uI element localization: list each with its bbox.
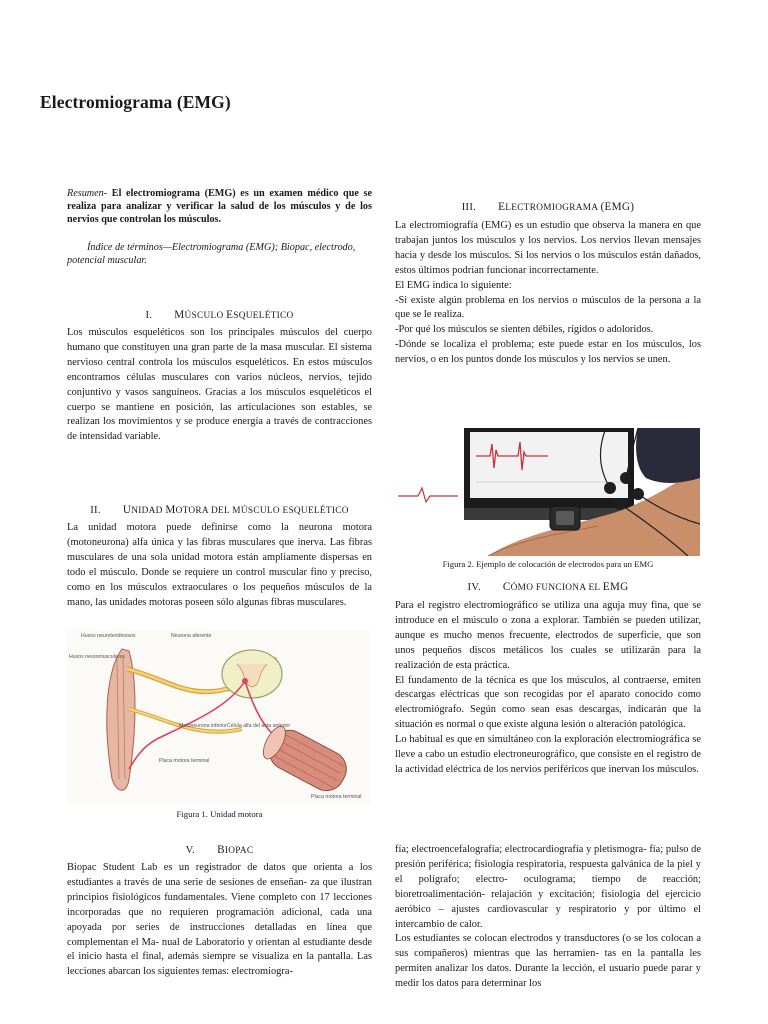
s5-cont-paragraph: fía; electroencefalografía; electrocardiografía y pletismogra- fía; pulso de presión periférica; fisiología respiratoria, respuesta galvánica de la piel y el polígrafo; electro- oculograma; tiempo de reacción; bioretroalimentación- relajación y excitación; fisiología del ejercicio aeróbico – ajustes cardiovascular y respiratorio y por último el intercambio de calor. <box>395 844 701 930</box>
s3-paragraph: -Por qué los músculos se sienten débiles, rígidos o adoloridos. <box>395 324 654 336</box>
s4-paragraph: El fundamento de la técnica es que los músculos, al contraerse, emiten descargas eléctricas que son recogidas por el aparato conocido como electromiógrafo. Según como sean esas descargas, indicarán que la situación es normal o que existe alguna lesión o alteración patológica. <box>395 674 701 731</box>
s4-paragraph: Para el registro electromiográfico se utiliza una aguja muy fina, que se introduce en el músculo o zona a explorar. También se pueden utilizar, aunque es mucho menos frecuente, electrodos de superficie, que son unos pequeños discos metálicos los cuales se utilizarán para la realización de esta práctica. <box>395 600 701 671</box>
section-body-1: Los músculos esqueléticos son los principales músculos del cuerpo humano que constituyen una gran parte de la masa muscular. El sistema nervioso central controla los músculos esqueléticos. En estos músculos encontramos células musculares con varios núcleos, nervios, tejido conjuntivo y vasos sanguíneos. Gracias a los músculos esqueléticos el cuerpo se mantiene en posición, las articulaciones son estables, se realizan los movimientos y se produce energía a través de contracciones de intensidad variable. <box>67 327 372 443</box>
figure-2-caption: Figura 2. Ejemplo de colocación de electrodos para un EMG <box>442 559 654 569</box>
section-heading-3: III. ELECTROMIOGRAMA (EMG) <box>461 201 635 213</box>
section-body-2: La unidad motora puede definirse como la neurona motora (motoneurona) alfa única y las fibras musculares que inerva. Las fibras musculares de una sola unidad motora están ampliamente dispersas en todo el músculo. Donde se requiere un control muscular fino y preciso, como en los músculos extraoculares o los pequeños músculos de la mano, las unidades motoras poseen sólo algunas fibras musculares. <box>67 522 372 608</box>
label-placa-terminal-2: Placa motora terminal <box>311 794 362 800</box>
s3-paragraph: -Dónde se localiza el problema; este puede estar en los músculos, los nervios, o en los puntos donde los músculos y los nervios se unen. <box>395 339 701 366</box>
section-body-4 <box>395 599 701 778</box>
label-motoneurona: Motoneurona inferior <box>179 723 227 729</box>
section-heading-5: V. BIOPAC <box>185 844 254 856</box>
motor-unit-illustration <box>67 629 370 805</box>
section-body-5-continued <box>395 843 701 992</box>
s5-cont-paragraph: Los estudiantes se colocan electrodos y transductores (o se los colocan a sus compañeros) mientras que las herramien- tas en la pantalla les permiten analizar los datos. Durante la lección, el usuario puede parar y medir los datos para determinar los <box>395 933 701 990</box>
s3-paragraph: El EMG indica lo siguiente: <box>395 279 512 291</box>
section-heading-1: I. MÚSCULO ESQUELÉTICO <box>145 309 294 321</box>
section-heading-2: II. UNIDAD MOTORA DEL MÚSCULO ESQUELÉTICO <box>90 504 349 516</box>
abstract-text: El electromiograma (EMG) es un examen médico que se realiza para analizar y verificar la salud de los músculos y de los nervios que controlan los músculos. <box>67 188 373 225</box>
s3-paragraph: -Si existe algún problema en los nervios o músculos de la persona a la que se le realiza. <box>395 294 701 321</box>
figure-electrode-placement <box>398 428 700 556</box>
label-celula-alfa: Célula alfa del asta anterior <box>227 723 291 729</box>
label-husos-neuromusculares: Husos neuromusculares <box>69 654 125 660</box>
label-husos-neurotendinosos: Husos neurotendinosos <box>81 633 136 639</box>
figure-1-caption: Figura 1. Unidad motora <box>176 809 263 819</box>
s4-paragraph: Lo habitual es que en simultáneo con la exploración electromiográfica se lleve a cabo un estudio electroneurográfico, que consiste en el registro de la actividad eléctrica de los nervios periféricos que inervan los músculos. <box>395 734 701 775</box>
s3-paragraph: La electromiografía (EMG) es un estudio que observa la manera en que trabajan juntos los músculos y los nervios. Los nervios llevan mensajes hacia y desde los músculos. Si los nervios o los músculos están dañados, estos últimos podrían funcionar incorrectamente. <box>395 220 701 276</box>
figure-motor-unit <box>67 629 370 805</box>
abstract <box>67 187 372 226</box>
section-body-3 <box>395 219 701 368</box>
electrode-photo-illustration <box>398 428 700 556</box>
label-placa-terminal: Placa motora terminal <box>159 758 210 764</box>
section-body-5: Biopac Student Lab es un registrador de datos que orienta a los estudiantes a través de una serie de sesiones de enseñan- za que ilustran principios fisiológicos fundamentales. Viene completo con 17 lecciones incorporadas que no requieren programación adicional, cada una apoyada por series de instrucciones detalladas en línea que complementan el Ma- nual de Laboratorio y orientan al estudiante desde el inicio hasta el final, además siempre se visualiza en la pantalla. Las lecciones abarcan los siguientes temas: electromiogra- <box>67 862 372 978</box>
abstract-lead: Resumen- <box>67 188 108 199</box>
section-heading-4: IV. CÓMO FUNCIONA EL EMG <box>467 581 629 593</box>
paper-title: Electromiograma (EMG) <box>40 92 231 112</box>
index-terms: Índice de términos—Electromiograma (EMG); Biopac, electrodo, potencial muscular. <box>67 242 356 266</box>
label-neurona-aferente: Neurona aferente <box>171 633 212 639</box>
